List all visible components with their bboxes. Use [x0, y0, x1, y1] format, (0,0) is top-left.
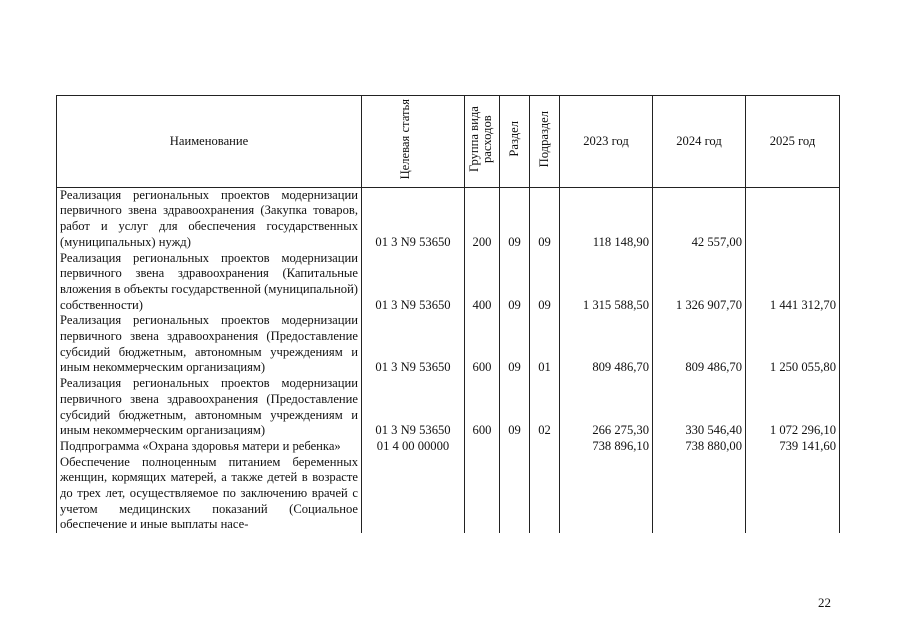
row-2025: 1 250 055,80: [746, 313, 840, 376]
row-subsection: 09: [530, 187, 560, 250]
header-section-label: Раздел: [507, 121, 521, 157]
row-section: [500, 439, 530, 455]
row-2025: [746, 455, 840, 534]
header-subsection-label: Подраздел: [537, 110, 551, 168]
row-section: [500, 455, 530, 534]
row-2024: 1 326 907,70: [653, 251, 746, 314]
row-subsection: 09: [530, 251, 560, 314]
header-2024: 2024 год: [653, 96, 746, 188]
row-group: 600: [465, 376, 500, 439]
row-2025: 739 141,60: [746, 439, 840, 455]
row-2023: 118 148,90: [560, 187, 653, 250]
row-target: 01 3 N9 53650: [362, 313, 465, 376]
row-2025: [746, 187, 840, 250]
table-row: [57, 251, 840, 314]
row-target: 01 4 00 00000: [362, 439, 465, 455]
row-section: 09: [500, 376, 530, 439]
row-subsection: [530, 439, 560, 455]
row-group: 400: [465, 251, 500, 314]
budget-table: [56, 95, 840, 533]
row-name: Реализация региональных проектов модернизации первичного звена здравоохранения (Предоставление субсидий бюджетным, автономным учреждениям и иным некоммерческим организациям): [57, 313, 362, 376]
row-2023: 809 486,70: [560, 313, 653, 376]
row-2023: [560, 455, 653, 534]
row-subsection: 02: [530, 376, 560, 439]
row-name: Обеспечение полноценным питанием беременных женщин, кормящих матерей, а также детей в возрасте до трех лет, осуществляемое по заключению врачей с учетом медицинских показаний (Социальное обеспечение и иные выплаты насе-: [57, 455, 362, 534]
row-2024: 330 546,40: [653, 376, 746, 439]
row-2024: 738 880,00: [653, 439, 746, 455]
row-name: Реализация региональных проектов модернизации первичного звена здравоохранения (Закупка товаров, работ и услуг для обеспечения государственных (муниципальных) нужд): [57, 187, 362, 250]
row-target: 01 3 N9 53650: [362, 187, 465, 250]
header-subsection: [530, 96, 560, 188]
row-target: [362, 455, 465, 534]
row-2025: 1 072 296,10: [746, 376, 840, 439]
row-name: Подпрограмма «Охрана здоровья матери и ребенка»: [57, 439, 362, 455]
header-group-label: Группа вида расходов: [467, 106, 494, 172]
header-name: Наименование: [57, 96, 362, 188]
row-2025: 1 441 312,70: [746, 251, 840, 314]
header-expense-group: [465, 96, 500, 188]
header-section: [500, 96, 530, 188]
row-group: [465, 455, 500, 534]
row-section: 09: [500, 251, 530, 314]
page-number: 22: [818, 595, 831, 610]
row-2024: 809 486,70: [653, 313, 746, 376]
row-section: 09: [500, 187, 530, 250]
table-row: [57, 187, 840, 250]
row-2023: 1 315 588,50: [560, 251, 653, 314]
header-2025: 2025 год: [746, 96, 840, 188]
row-target: 01 3 N9 53650: [362, 376, 465, 439]
header-row: [57, 96, 840, 188]
table-row: [57, 376, 840, 439]
header-target-label: Целевая статья: [398, 98, 412, 180]
row-subsection: [530, 455, 560, 534]
table-row: [57, 439, 840, 455]
row-subsection: 01: [530, 313, 560, 376]
row-section: 09: [500, 313, 530, 376]
header-target-article: [362, 96, 465, 188]
table-row: [57, 455, 840, 534]
row-2023: 266 275,30: [560, 376, 653, 439]
row-2023: 738 896,10: [560, 439, 653, 455]
row-name: Реализация региональных проектов модернизации первичного звена здравоохранения (Предоставление субсидий бюджетным, автономным учреждениям и иным некоммерческим организациям): [57, 376, 362, 439]
row-group: 600: [465, 313, 500, 376]
row-group: [465, 439, 500, 455]
table-row: [57, 313, 840, 376]
row-2024: 42 557,00: [653, 187, 746, 250]
row-group: 200: [465, 187, 500, 250]
row-2024: [653, 455, 746, 534]
header-2023: 2023 год: [560, 96, 653, 188]
row-target: 01 3 N9 53650: [362, 251, 465, 314]
row-name: Реализация региональных проектов модернизации первичного звена здравоохранения (Капитальные вложения в объекты государственной (муниципальной) собственности): [57, 251, 362, 314]
